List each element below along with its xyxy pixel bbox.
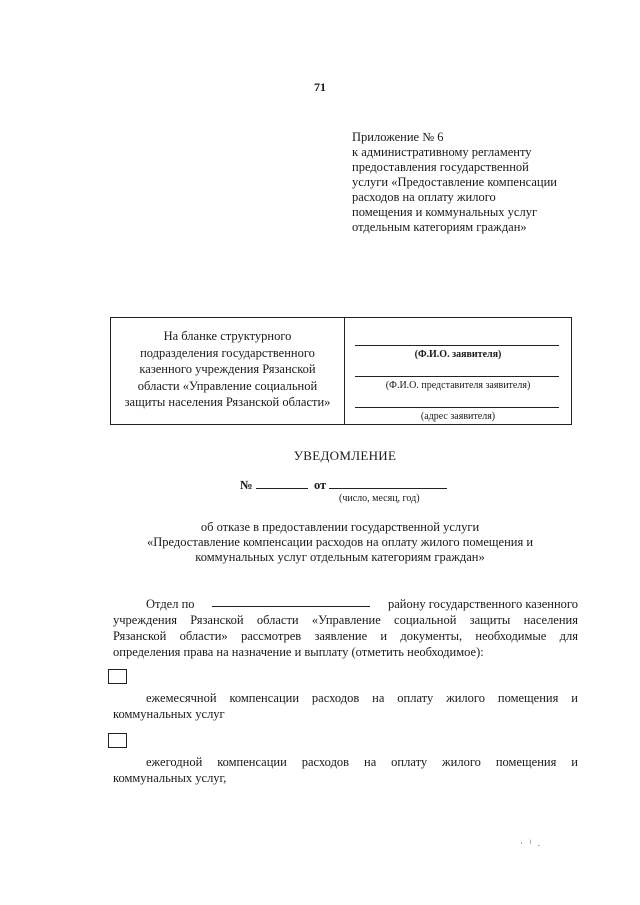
option-word: помещения xyxy=(495,755,557,769)
body-line xyxy=(113,612,578,628)
subject-line: «Предоставление компенсации расходов на оплату жилого помещения и xyxy=(146,535,534,549)
appendix-line: к административному регламенту xyxy=(352,145,532,159)
page-number: 71 xyxy=(314,80,326,94)
body-word: для xyxy=(559,629,578,643)
appendix-line: отдельным категориям граждан» xyxy=(352,220,527,234)
body-line xyxy=(113,628,578,644)
from-label: от xyxy=(313,478,327,492)
number-blank[interactable] xyxy=(256,478,308,489)
applicant-caption: (Ф.И.О. заявителя) xyxy=(414,349,502,360)
applicant-cell xyxy=(345,318,571,424)
option-word: ежемесячной xyxy=(146,691,217,705)
body-line xyxy=(113,596,578,612)
option-word: компенсации xyxy=(229,691,300,705)
header-table xyxy=(110,317,572,425)
body-word: населения xyxy=(523,613,578,627)
option-word: на xyxy=(364,755,377,769)
body-word: социальной xyxy=(394,613,457,627)
body-word: учреждения xyxy=(113,613,178,627)
body-text-start: Отдел по xyxy=(146,597,195,611)
department-blank[interactable] xyxy=(212,596,370,607)
representative-name-line[interactable] xyxy=(355,376,559,377)
letterhead-line: казенного учреждения Рязанской xyxy=(139,362,316,376)
scan-artifact: · ⁾ . xyxy=(520,838,542,848)
address-caption: (адрес заявителя) xyxy=(420,411,496,422)
body-text-end: району государственного казенного xyxy=(387,597,578,611)
body-word: заявление xyxy=(314,629,368,643)
letterhead-line: подразделения государственного xyxy=(140,345,315,360)
appendix-line: предоставления государственной xyxy=(352,160,529,174)
option-word: ежегодной xyxy=(146,755,203,769)
option-line: коммунальных услуг, xyxy=(113,771,227,785)
applicant-address-line[interactable] xyxy=(355,407,559,408)
appendix-heading xyxy=(352,130,602,235)
option-word: расходов xyxy=(301,755,350,769)
body-word: необходимые xyxy=(475,629,547,643)
body-word: рассмотрев xyxy=(240,629,302,643)
body-paragraph xyxy=(113,596,578,660)
body-word: документы, xyxy=(400,629,463,643)
option-word: на xyxy=(372,691,385,705)
number-label: № xyxy=(240,478,253,492)
option-line xyxy=(113,754,578,770)
appendix-line: расходов на оплату жилого xyxy=(352,190,496,204)
date-blank[interactable] xyxy=(329,478,447,489)
letterhead-cell xyxy=(111,318,345,424)
option-word: оплату xyxy=(397,691,434,705)
body-word: Рязанской xyxy=(113,629,167,643)
letterhead-line: защиты населения Рязанской области» xyxy=(124,395,331,409)
body-word: области xyxy=(256,613,299,627)
option-line: коммунальных услуг xyxy=(113,707,225,721)
body-word: «Управление xyxy=(311,613,381,627)
option-word: и xyxy=(571,755,578,769)
option-word: жилого xyxy=(442,755,481,769)
notice-title: УВЕДОМЛЕНИЕ xyxy=(293,448,397,463)
body-line: определения права на назначение и выплату (отметить необходимое): xyxy=(113,645,484,659)
option-line xyxy=(113,690,578,706)
option-word: оплату xyxy=(391,755,428,769)
letterhead-line: На бланке структурного xyxy=(163,329,292,343)
monthly-compensation-checkbox[interactable] xyxy=(108,669,127,684)
option-monthly xyxy=(113,690,578,722)
body-word: и xyxy=(380,629,388,643)
notice-number-line xyxy=(240,478,447,493)
letterhead-line: области «Управление социальной xyxy=(137,378,318,393)
appendix-line: Приложение № 6 xyxy=(352,130,444,144)
option-word: компенсации xyxy=(217,755,287,769)
representative-caption: (Ф.И.О. представителя заявителя) xyxy=(385,380,531,391)
notice-subject xyxy=(100,520,580,565)
option-word: расходов xyxy=(311,691,360,705)
body-word: Рязанской xyxy=(190,613,244,627)
body-word: защиты xyxy=(469,613,511,627)
appendix-line: услуги «Предоставление компенсации xyxy=(352,175,557,189)
subject-line: коммунальных услуг отдельным категориям граждан» xyxy=(195,550,485,564)
subject-line: об отказе в предоставлении государственной услуги xyxy=(200,520,480,534)
option-word: жилого xyxy=(446,691,485,705)
option-word: и xyxy=(571,691,578,705)
option-annual xyxy=(113,754,578,786)
applicant-name-line[interactable] xyxy=(355,345,559,346)
body-word: области» xyxy=(179,629,228,643)
option-word: помещения xyxy=(497,691,559,705)
date-hint: (число, месяц, год) xyxy=(339,493,420,504)
annual-compensation-checkbox[interactable] xyxy=(108,733,127,748)
appendix-line: помещения и коммунальных услуг xyxy=(352,205,538,219)
